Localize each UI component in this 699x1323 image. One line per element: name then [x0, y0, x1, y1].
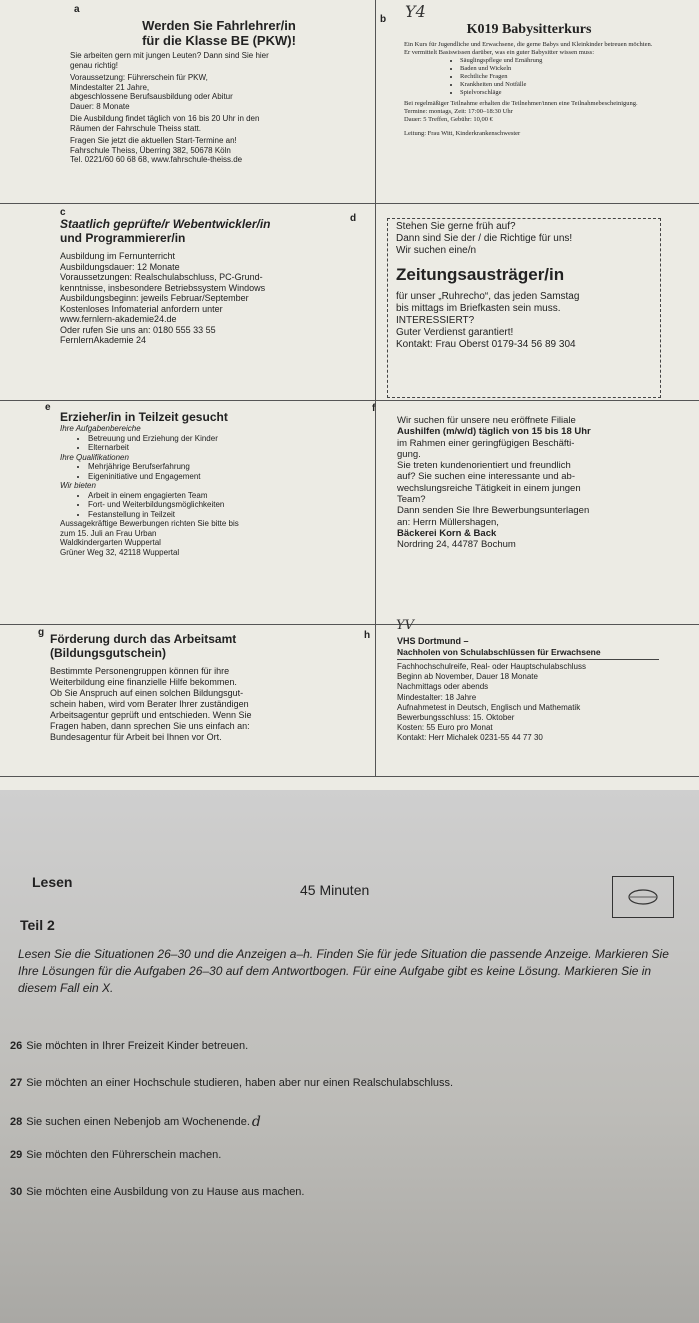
ad-e-offer: • Festanstellung in Teilzeit	[88, 510, 370, 520]
part-title: Teil 2	[20, 917, 55, 933]
ad-f-line: auf? Sie suchen eine interessante und ab-	[397, 471, 575, 483]
ad-b-item: • Krankheiten und Notfälle	[460, 81, 654, 89]
ad-d-line: bis mittags im Briefkasten sein muss.	[396, 303, 561, 314]
ad-e-heading: Ihre Aufgabenbereiche	[60, 424, 141, 433]
ad-f-line: gung.	[397, 448, 421, 460]
ad-g-title-2: (Bildungsgutschein)	[50, 646, 166, 660]
ad-b-schedule: Termine: montags, Zeit: 17:00–18:30 Uhr	[404, 108, 513, 115]
ad-e-heading: Ihre Qualifikationen	[60, 452, 129, 462]
ad-a-dates: Fragen Sie jetzt die aktuellen Start-Termine an!	[70, 136, 237, 145]
ad-d-line: INTERESSIERT?	[396, 315, 475, 326]
task-text: Sie möchten den Führerschein machen.	[26, 1149, 222, 1161]
ad-b-item: • Rechtliche Fragen	[460, 73, 654, 81]
ad-c-line: Kostenloses Infomaterial anfordern unter	[60, 303, 223, 314]
ad-f-line: im Rahmen einer geringfügigen Beschäfti-	[397, 437, 575, 449]
ad-h-line: Bewerbungsschluss: 15. Oktober	[397, 713, 515, 723]
ad-g	[50, 630, 371, 743]
ad-f-line: Sie treten kundenorientiert und freundlich	[397, 460, 571, 472]
ad-f-line: Dann senden Sie Ihre Bewerbungsunterlagen	[397, 505, 590, 517]
ad-g-line: Bestimmte Personengruppen können für ihre	[50, 666, 230, 676]
ad-e-letter: e	[45, 402, 51, 413]
ad-f-line: an: Herrn Müllershagen,	[397, 516, 499, 528]
task-number: 28	[10, 1116, 23, 1128]
ad-a	[70, 18, 368, 165]
ad-d-letter: d	[350, 213, 357, 224]
task-number: 29	[10, 1149, 23, 1161]
task-item	[10, 1186, 304, 1198]
ad-d-line: Wir suchen eine/n	[396, 245, 477, 256]
divider	[0, 776, 699, 777]
ad-e-task: • Betreuung und Erziehung der Kinder	[88, 434, 370, 444]
task-text: Sie möchten in Ihrer Freizeit Kinder betreuen.	[26, 1040, 249, 1052]
task-item	[10, 1077, 453, 1089]
ad-a-requirement: abgeschlossene Berufsausbildung oder Abitur	[70, 92, 233, 101]
task-number: 26	[10, 1040, 23, 1052]
ad-e-task: • Elternarbeit	[88, 443, 370, 453]
ad-h-line: Nachmittags oder abends	[397, 682, 489, 692]
ad-a-requirement: Mindestalter 21 Jahre,	[70, 82, 150, 92]
ad-a-address: Fahrschule Theiss, Überring 382, 50678 Köln	[70, 145, 231, 155]
ad-g-line: Arbeitsagentur geprüft und entschieden. Wenn Sie	[50, 710, 252, 720]
handwritten-answer: d	[251, 1114, 261, 1130]
ad-a-training-2: Räumen der Fahrschule Theiss statt.	[70, 123, 202, 133]
ad-a-letter: a	[74, 4, 80, 15]
ad-h-line: Beginn ab November, Dauer 18 Monate	[397, 672, 538, 682]
ad-f-line: Wir suchen für unsere neu eröffnete Filiale	[397, 415, 576, 426]
ad-f-company: Bäckerei Korn & Back	[397, 527, 497, 539]
ad-a-title: Werden Sie Fahrlehrer/in	[142, 18, 296, 33]
task-text: Sie möchten an einer Hochschule studieren, haben aber nur einen Realschulabschluss.	[26, 1077, 454, 1089]
ad-c-line: Ausbildungsbeginn: jeweils Februar/September	[60, 293, 249, 303]
ad-b-item: • Spielvorschläge	[460, 89, 654, 97]
task-text: Sie suchen einen Nebenjob am Wochenende.	[26, 1116, 250, 1128]
ad-f-address: Nordring 24, 44787 Bochum	[397, 539, 516, 551]
ad-b	[404, 22, 654, 138]
task-number: 30	[10, 1186, 23, 1198]
divider	[0, 624, 699, 625]
ad-c-letter: c	[60, 207, 66, 218]
ad-c-url: www.fernlern-akademie24.de	[60, 314, 177, 324]
ad-a-training: Die Ausbildung findet täglich von 16 bis 20 Uhr in den	[70, 114, 260, 123]
ad-e-offer: • Fort- und Weiterbildungsmöglichkeiten	[88, 500, 370, 510]
ad-a-requirement: Voraussetzung: Führerschein für PKW,	[70, 73, 208, 82]
ad-h	[397, 636, 659, 744]
ad-c-line: Ausbildungsdauer: 12 Monate	[60, 261, 180, 272]
ad-c	[60, 217, 370, 346]
ad-e-apply: Aussagekräftige Bewerbungen richten Sie bitte bis	[60, 519, 239, 528]
ad-e-qual: • Mehrjährige Berufserfahrung	[88, 462, 370, 472]
ad-g-letter: g	[38, 627, 45, 638]
task-item	[10, 1149, 221, 1161]
ad-f-line: wechslungsreiche Tätigkeit in einem jungen	[397, 482, 581, 494]
ad-b-schedule-2: Dauer: 5 Treffen, Gebühr: 10,00 €	[404, 116, 493, 123]
ad-c-title-2: und Programmierer/in	[60, 231, 186, 245]
ad-e	[60, 410, 370, 557]
ad-b-lead: Leitung: Frau Witt, Kinderkrankenschwester	[404, 130, 521, 137]
ad-e-heading: Wir bieten	[60, 481, 96, 490]
ad-e-offers	[60, 491, 370, 520]
ad-d	[396, 221, 658, 351]
ad-c-company: FernlernAkademie 24	[60, 335, 147, 345]
ad-f-line: Aushilfen (m/w/d) täglich von 15 bis 18 Uhr	[397, 426, 591, 438]
divider	[0, 203, 699, 204]
ad-e-quals	[60, 462, 370, 481]
ad-a-duration: Dauer: 8 Monate	[70, 101, 130, 111]
time-limit: 45 Minuten	[300, 882, 370, 898]
ad-c-phone: Oder rufen Sie uns an: 0180 555 33 55	[60, 324, 216, 335]
instructions: Lesen Sie die Situationen 26–30 und die Anzeigen a–h. Finden Sie für jede Situation die passende Anzeige. Markieren Sie Ihre Lösungen für die Aufgaben 26–30 auf dem Antwortbogen. Für eine Aufgabe gibt es keine Lösung. Markieren Sie in diesem Fall ein X.	[18, 947, 669, 995]
ad-g-line: schein haben, wird vom Berater Ihrer zuständigen	[50, 699, 249, 709]
ad-a-title-2: für die Klasse BE (PKW)!	[142, 33, 296, 48]
ad-b-note: Bei regelmäßiger Teilnahme erhalten die Teilnehmer/innen eine Teilnahmebescheinigung.	[404, 100, 638, 107]
task-item	[10, 1040, 248, 1052]
divider	[0, 400, 699, 401]
task-text: Sie möchten eine Ausbildung von zu Hause aus machen.	[26, 1186, 305, 1198]
ad-g-line: Ob Sie Anspruch auf einen solchen Bildungsgut-	[50, 688, 244, 698]
ad-h-title-2: Nachholen von Schulabschlüssen für Erwachsene	[397, 647, 659, 660]
ad-b-list	[404, 57, 654, 97]
section-title: Lesen	[32, 874, 73, 890]
clock-icon	[613, 877, 673, 917]
ad-f-line: Team?	[397, 494, 426, 506]
ad-e-title: Erzieher/in in Teilzeit gesucht	[60, 410, 228, 424]
ad-e-apply: Waldkindergarten Wuppertal	[60, 538, 161, 547]
ad-c-line: Ausbildung im Fernunterricht	[60, 251, 176, 261]
ad-b-letter: b	[380, 14, 387, 25]
exercise-page	[0, 790, 699, 1323]
ad-h-letter: h	[364, 630, 371, 641]
ad-f	[397, 415, 659, 551]
ad-b-intro: Ein Kurs für Jugendliche und Erwachsene, die gerne Babys und Kleinkinder betreuen möchten. Er vermittelt Basiswissen darüber, was ein guter Babysitter wissen muss:	[404, 41, 653, 56]
ad-f-letter: f	[372, 403, 376, 414]
ad-a-intro-2: genau richtig!	[70, 60, 119, 70]
ad-h-line: Fachhochschulreife, Real- oder Hauptschulabschluss	[397, 662, 586, 671]
ad-h-line: Kosten: 55 Euro pro Monat	[397, 723, 493, 733]
ad-d-line: Guter Verdienst garantiert!	[396, 327, 514, 338]
ad-c-line: kenntnisse, insbesondere Betriebssystem Windows	[60, 282, 266, 293]
handwritten-mark: Y4	[405, 2, 426, 21]
ad-c-line: Voraussetzungen: Realschulabschluss, PC-Grund-	[60, 272, 263, 282]
ad-h-line: Mindestalter: 18 Jahre	[397, 692, 477, 702]
ad-e-tasks	[60, 434, 370, 453]
task-number: 27	[10, 1077, 23, 1089]
clock-box	[612, 876, 674, 918]
ad-e-apply: zum 15. Juli an Frau Urban	[60, 528, 157, 538]
ad-d-contact: Kontakt: Frau Oberst 0179-34 56 89 304	[396, 339, 576, 350]
ad-h-handwritten-mark: YV	[396, 618, 414, 633]
ad-a-intro: Sie arbeiten gern mit jungen Leuten? Dann sind Sie hier	[70, 51, 269, 60]
ad-g-title: Förderung durch das Arbeitsamt	[50, 632, 237, 646]
ad-d-title: Zeitungsausträger/in	[396, 265, 565, 284]
ad-b-item: • Säuglingspflege und Ernährung	[460, 57, 654, 65]
ad-e-apply: Grüner Weg 32, 42118 Wuppertal	[60, 547, 180, 557]
ad-g-line: Weiterbildung eine finanzielle Hilfe bekommen.	[50, 677, 237, 687]
ad-d-line: für unser „Ruhrecho“, das jeden Samstag	[396, 291, 580, 302]
ad-g-line: Fragen haben, dann sprechen Sie uns einfach an:	[50, 721, 250, 731]
ad-e-qual: • Eigeninitiative und Engagement	[88, 472, 370, 482]
ad-e-offer: • Arbeit in einem engagierten Team	[88, 491, 370, 501]
column-divider	[375, 0, 376, 776]
ad-a-phone: Tel. 0221/60 60 68 68, www.fahrschule-theiss.de	[70, 155, 243, 164]
ad-d-line: Stehen Sie gerne früh auf?	[396, 221, 516, 232]
ad-h-line: Aufnahmetest in Deutsch, Englisch und Mathematik	[397, 702, 581, 712]
ad-d-line: Dann sind Sie der / die Richtige für uns!	[396, 233, 573, 244]
ad-h-title: VHS Dortmund –	[397, 636, 469, 646]
ad-b-item: • Baden und Wickeln	[460, 65, 654, 73]
task-item	[10, 1114, 261, 1130]
ad-c-title: Staatlich geprüfte/r Webentwickler/in	[60, 217, 271, 231]
ad-h-contact: Kontakt: Herr Michalek 0231-55 44 77 30	[397, 733, 543, 743]
ad-g-line: Bundesagentur für Arbeit bei Ihnen vor Ort.	[50, 732, 222, 742]
ad-b-title: K019 Babysitterkurs	[466, 22, 592, 37]
